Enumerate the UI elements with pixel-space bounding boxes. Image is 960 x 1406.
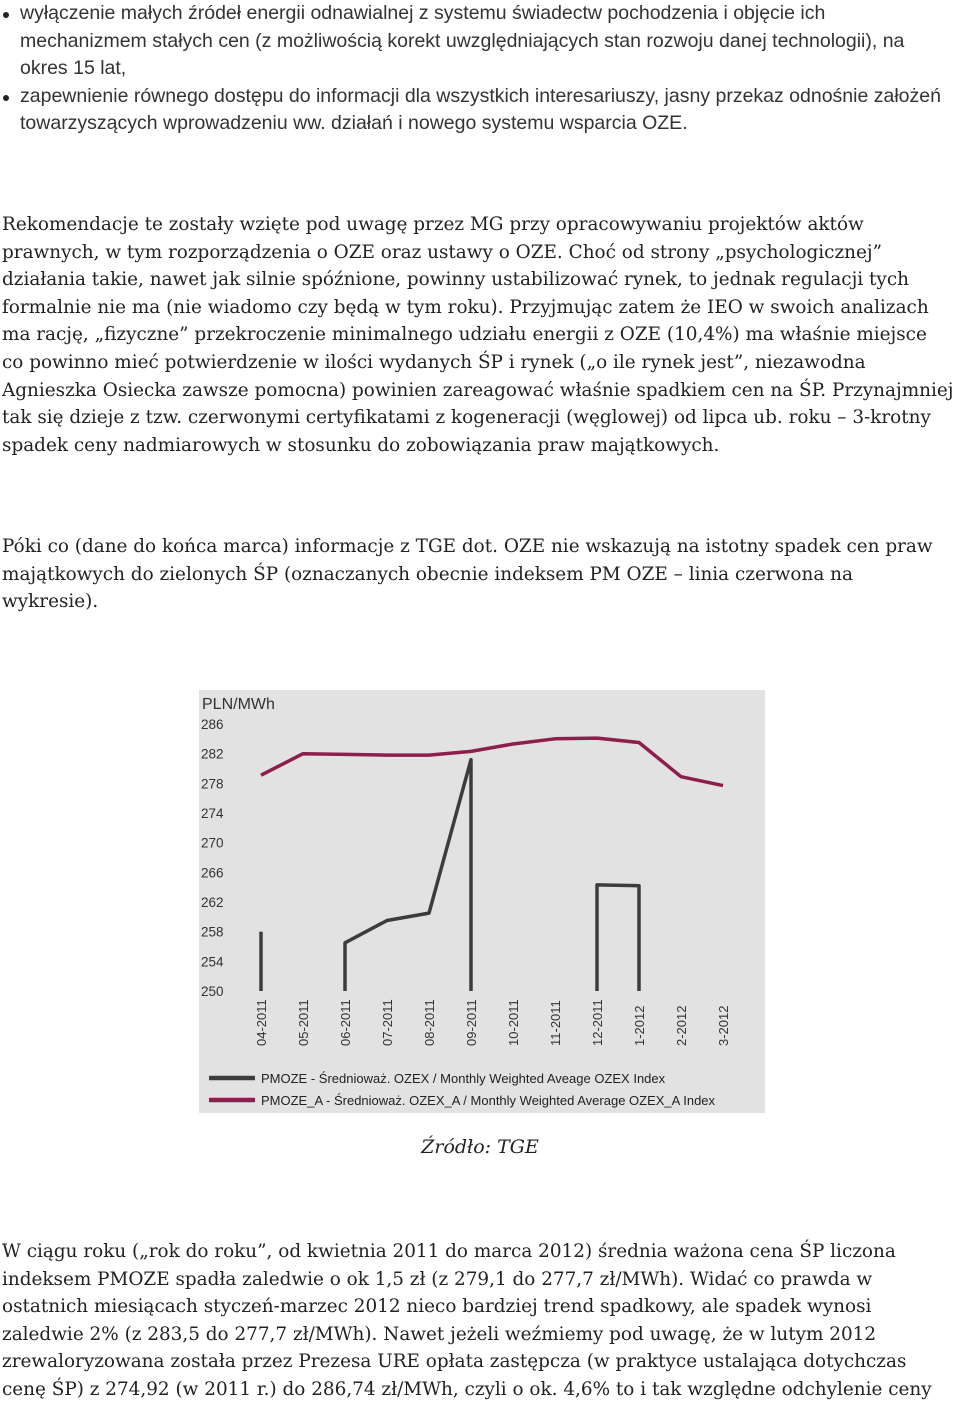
bullet-list	[2, 0, 954, 138]
x-tick-label: 12-2011	[590, 999, 605, 1046]
legend-label: PMOZE_A - Średnioważ. OZEX_A / Monthly Weighted Average OZEX_A Index	[261, 1093, 716, 1108]
x-tick-label: 05-2011	[296, 999, 311, 1046]
list-item: wyłączenie małych źródeł energii odnawialnej z systemu świadectw pochodzenia i objęcie ich mechanizmem stałych cen (z możliwością korekt uwzględniających stan rozwoju danej technologii), na okres 15 lat,	[2, 0, 954, 83]
price-chart	[199, 690, 765, 1113]
paragraph-tge-info: Póki co (dane do końca marca) informacje z TGE dot. OZE nie wskazują na istotny spadek cen praw majątkowych do zielonych ŚP (oznaczanych obecnie indeksem PM OZE – linia czerwona na wykresie).	[2, 536, 933, 613]
price-chart-svg	[199, 690, 765, 1113]
x-tick-label: 08-2011	[422, 999, 437, 1046]
x-tick-label: 3-2012	[716, 1005, 731, 1046]
x-tick-label: 04-2011	[254, 999, 269, 1046]
x-tick-label: 1-2012	[632, 1005, 647, 1046]
paragraph-yearly-change: W ciągu roku („rok do roku”, od kwietnia 2011 do marca 2012) średnia ważona cena ŚP liczona indeksem PMOZE spadła zaledwie o ok 1,5 zł (z 279,1 do 277,7 zł/MWh). Widać co prawda w ostatnich miesiącach styczeń-marzec 2012 nieco bardziej trend spadkowy, ale spadek wynosi zaledwie 2% (z 283,5 do 277,7 zł/MWh). Nawet jeżeli weźmiemy pod uwagę, że w lutym 2012 zrewaloryzowana została przez Prezesa URE opłata zastępcza (w praktyce ustalająca dotychczas cenę ŚP) z 274,92 (w 2011 r.) do 286,74 zł/MWh, czyli o ok. 4,6% to i tak względne odchylenie ceny	[2, 1241, 932, 1400]
series-1-line	[597, 885, 639, 991]
y-axis-label: PLN/MWh	[202, 696, 275, 713]
y-tick-label: 274	[201, 806, 224, 821]
figure-caption: Źródło: TGE	[421, 1136, 539, 1158]
y-tick-label: 266	[201, 865, 224, 881]
y-tick-label: 286	[201, 717, 224, 732]
x-tick-label: 10-2011	[506, 999, 521, 1046]
y-tick-label: 254	[201, 954, 224, 970]
y-tick-label: 250	[201, 984, 224, 999]
y-tick-label: 270	[201, 835, 224, 851]
y-tick-label: 258	[201, 924, 224, 940]
series-2-line	[261, 738, 723, 786]
x-tick-label: 07-2011	[380, 999, 395, 1046]
x-tick-label: 09-2011	[464, 999, 479, 1046]
x-tick-label: 2-2012	[674, 1005, 689, 1046]
y-tick-label: 278	[201, 776, 224, 792]
x-tick-label: 11-2011	[548, 1000, 563, 1046]
paragraph-recommendations: Rekomendacje te zostały wzięte pod uwagę przez MG przy opracowywaniu projektów aktów prawnych, w tym rozporządzenia o OZE oraz ustawy o OZE. Choć od strony „psychologicznej” działania takie, nawet jak silnie spóźnione, powinny ustabilizować rynek, to jednak regulacji tych formalnie nie ma (nie wiadomo czy będą w tym roku). Przyjmując zatem że IEO w swoich analizach ma rację, „fizyczne” przekroczenie minimalnego udziału energii z OZE (10,4%) ma właśnie miejsce co powinno mieć potwierdzenie w ilości wydanych ŚP i rynek („o ile rynek jest”, niezawodna Agnieszka Osiecka zawsze pomocna) powinien zareagować właśnie spadkiem cen na ŚP. Przynajmniej tak się dzieje z tzw. czerwonymi certyfikatami z kogeneracji (węglowej) od lipca ub. roku – 3-krotny spadek ceny nadmiarowych w stosunku do zobowiązania praw majątkowych.	[2, 214, 954, 456]
y-tick-label: 282	[201, 746, 224, 762]
list-item: zapewnienie równego dostępu do informacji dla wszystkich interesariuszy, jasny przekaz odnośnie założeń towarzyszących wprowadzeniu ww. działań i nowego systemu wsparcia OZE.	[2, 83, 954, 138]
series-1-line	[345, 760, 471, 991]
y-tick-label: 262	[201, 895, 224, 910]
x-tick-label: 06-2011	[338, 999, 353, 1046]
legend-label: PMOZE - Średnioważ. OZEX / Monthly Weighted Aveage OZEX Index	[261, 1071, 666, 1086]
